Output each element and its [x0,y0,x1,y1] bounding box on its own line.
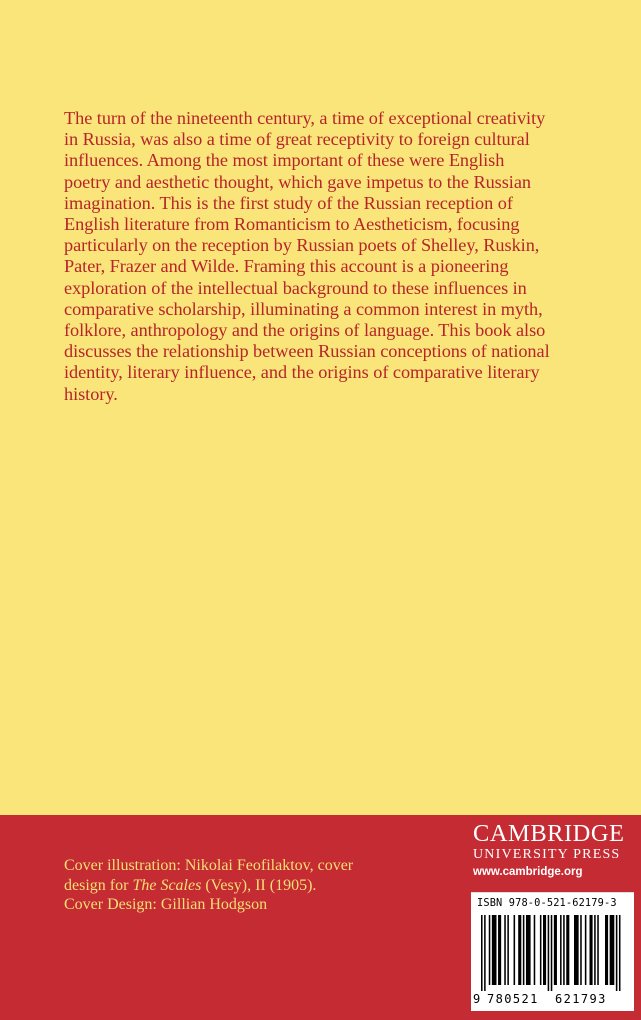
isbn-text: ISBN 978-0-521-62179-3 [477,897,617,909]
publisher-subtitle: UNIVERSITY PRESS [473,847,621,862]
barcode-first-digit: 9 [473,992,481,1006]
barcode-icon [477,915,629,991]
publisher-logo [473,821,638,881]
publisher-url: www.cambridge.org [473,866,583,878]
illustration-credit-prefix: Cover illustration: Nikolai Feofilaktov, cover design for [64,857,354,894]
illustration-credit-title: The Scales [132,876,202,894]
publisher-name: CAMBRIDGE [473,820,625,847]
illustration-credit-suffix: (Vesy), II (1905). [205,876,317,894]
design-credit: Cover Design: Gillian Hodgson [64,896,268,913]
cover-credits [64,856,364,915]
barcode-right-digits: 621793 [555,992,607,1006]
blurb-text: The turn of the nineteenth century, a time of exceptional creativity in Russia, was also a time of great receptivity to foreign cultural influences. Among the most important of these were English poetry and aesthetic thought, which gave impetus to the Russian imagination. This is the first study of the Russian reception of English literature from Romanticism to Aestheticism, focusing particularly on the reception by Russian poets of Shelley, Ruskin, Pater, Frazer and Wilde. Framing this account is a pioneering exploration of the intellectual background to these influences in comparative scholarship, illuminating a common interest in myth, folklore, anthropology and the origins of language. This book also discusses the relationship between Russian conceptions of national identity, literary influence, and the origins of comparative literary history. [64,108,550,404]
barcode-label [471,892,634,1011]
barcode-left-digits: 780521 [487,992,539,1006]
footer-panel [0,815,641,1020]
